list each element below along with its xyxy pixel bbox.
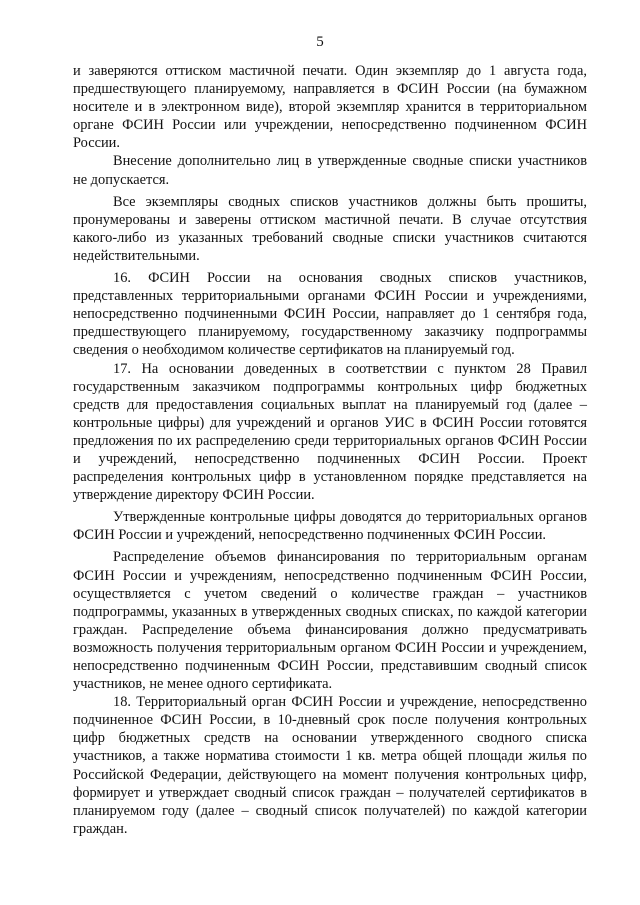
paragraph-item-17: 17. На основании доведенных в соответствии с пунктом 28 Правил государственным заказчиком подпрограммы контрольных цифр бюджетных средств для предоставления социальных выплат на планируемый год (далее – контрольные цифры) для учреждений и органов УИС в ФСИН России готовятся предложения по их распределению среди территориальных органов ФСИН России и учреждений, непосредственно подчиненных ФСИН России. Проект распределения контрольных цифр в установленном порядке представляется на утверждение директору ФСИН России. <box>73 360 587 504</box>
paragraph-approved-figures: Утвержденные контрольные цифры доводятся до территориальных органов ФСИН России и учреждений, непосредственно подчиненных ФСИН России. <box>73 509 587 544</box>
paragraph-no-additions: Внесение дополнительно лиц в утвержденные сводные списки участников не допускается. <box>73 153 587 188</box>
paragraph-funding-distribution: Распределение объемов финансирования по территориальным органам ФСИН России и учреждениям, непосредственно подчиненным ФСИН России, осуществляется с учетом сведений о количестве граждан – участников подпрограммы, указанных в утвержденных сводных списках, по каждой категории граждан. Распределение объема финансирования должно предусматривать возможность получения территориальным органом ФСИН России и учреждением, непосредственно подчиненным ФСИН России, представившим сводный список участников, не менее одного сертификата. <box>73 549 587 693</box>
paragraph-certification-continued: и заверяются оттиском мастичной печати. Один экземпляр до 1 августа года, предшествующего планируемому, направляется в ФСИН России (на бумажном носителе и в электронном виде), второй экземпляр хранится в территориальном органе ФСИН России или учреждении, непосредственно подчиненном ФСИН России. <box>73 63 587 152</box>
paragraph-copies-requirements: Все экземпляры сводных списков участников должны быть прошиты, пронумерованы и заверены оттиском мастичной печати. В случае отсутствия какого-либо из указанных требований сводные списки участников считаются недействительными. <box>73 193 587 264</box>
paragraph-item-18: 18. Территориальный орган ФСИН России и учреждение, непосредственно подчиненное ФСИН России, в 10-дневный срок после получения контрольных цифр бюджетных средств на основании утвержденного сводного списка участников, а также норматива стоимости 1 кв. метра общей площади жилья по Российской Федерации, действующего на момент получения контрольных цифр, формирует и утверждает сводный список граждан – получателей сертификатов в планируемом году (далее – сводный список получателей) по каждой категории граждан. <box>73 694 587 837</box>
document-body <box>73 62 587 838</box>
paragraph-item-16: 16. ФСИН России на основания сводных списков участников, представленных территориальными органами ФСИН России и учреждениями, непосредственно подчиненными ФСИН России, направляет до 1 сентября года, предшествующего планируемому, государственному заказчику подпрограммы сведения о необходимом количестве сертификатов на планируемый год. <box>73 270 587 359</box>
page-number: 5 <box>316 34 324 50</box>
